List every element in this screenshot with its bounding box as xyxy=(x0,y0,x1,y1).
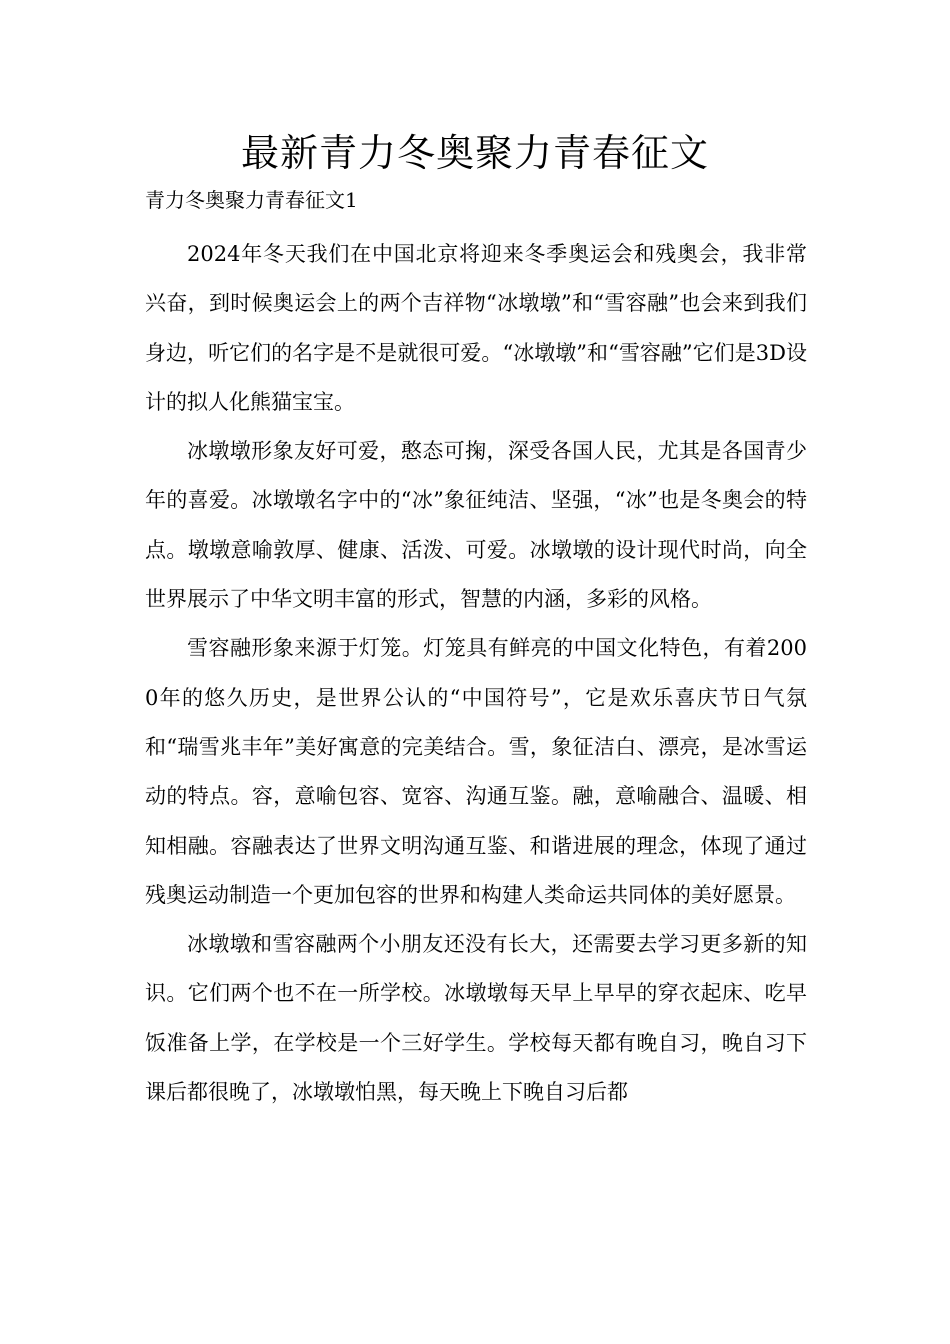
paragraph-2: 冰墩墩形象友好可爱，憨态可掬，深受各国人民，尤其是各国青少年的喜爱。冰墩墩名字中的“冰”象征纯洁、坚强，“冰”也是冬奥会的特点。墩墩意喻敦厚、健康、活泼、可爱。冰墩墩的设计现代时尚，向全世界展示了中华文明丰富的形式，智慧的内涵，多彩的风格。 xyxy=(145,439,807,612)
paragraph-1: 2024年冬天我们在中国北京将迎来冬季奥运会和残奥会，我非常兴奋，到时候奥运会上的两个吉祥物“冰墩墩”和“雪容融”也会来到我们身边，听它们的名字是不是就很可爱。“冰墩墩”和“雪容融”它们是3D设计的拟人化熊猫宝宝。 xyxy=(145,242,807,414)
document-subtitle: 青力冬奥聚力青春征文1 xyxy=(145,188,358,212)
document-body xyxy=(145,230,807,1117)
document-title: 最新青力冬奥聚力青春征文 xyxy=(240,131,709,175)
paragraph-3: 雪容融形象来源于灯笼。灯笼具有鲜亮的中国文化特色，有着2000年的悠久历史，是世界公认的“中国符号”，它是欢乐喜庆节日气氛和“瑞雪兆丰年”美好寓意的完美结合。雪，象征洁白、漂亮，是冰雪运动的特点。容，意喻包容、宽容、沟通互鉴。融，意喻融合、温暖、相知相融。容融表达了世界文明沟通互鉴、和谐进展的理念，体现了通过残奥运动制造一个更加包容的世界和构建人类命运共同体的美好愿景。 xyxy=(145,636,807,907)
paragraph-4: 冰墩墩和雪容融两个小朋友还没有长大，还需要去学习更多新的知识。它们两个也不在一所学校。冰墩墩每天早上早早的穿衣起床、吃早饭准备上学，在学校是一个三好学生。学校每天都有晚自习，晚自习下课后都很晚了，冰墩墩怕黑，每天晚上下晚自习后都 xyxy=(145,932,807,1105)
